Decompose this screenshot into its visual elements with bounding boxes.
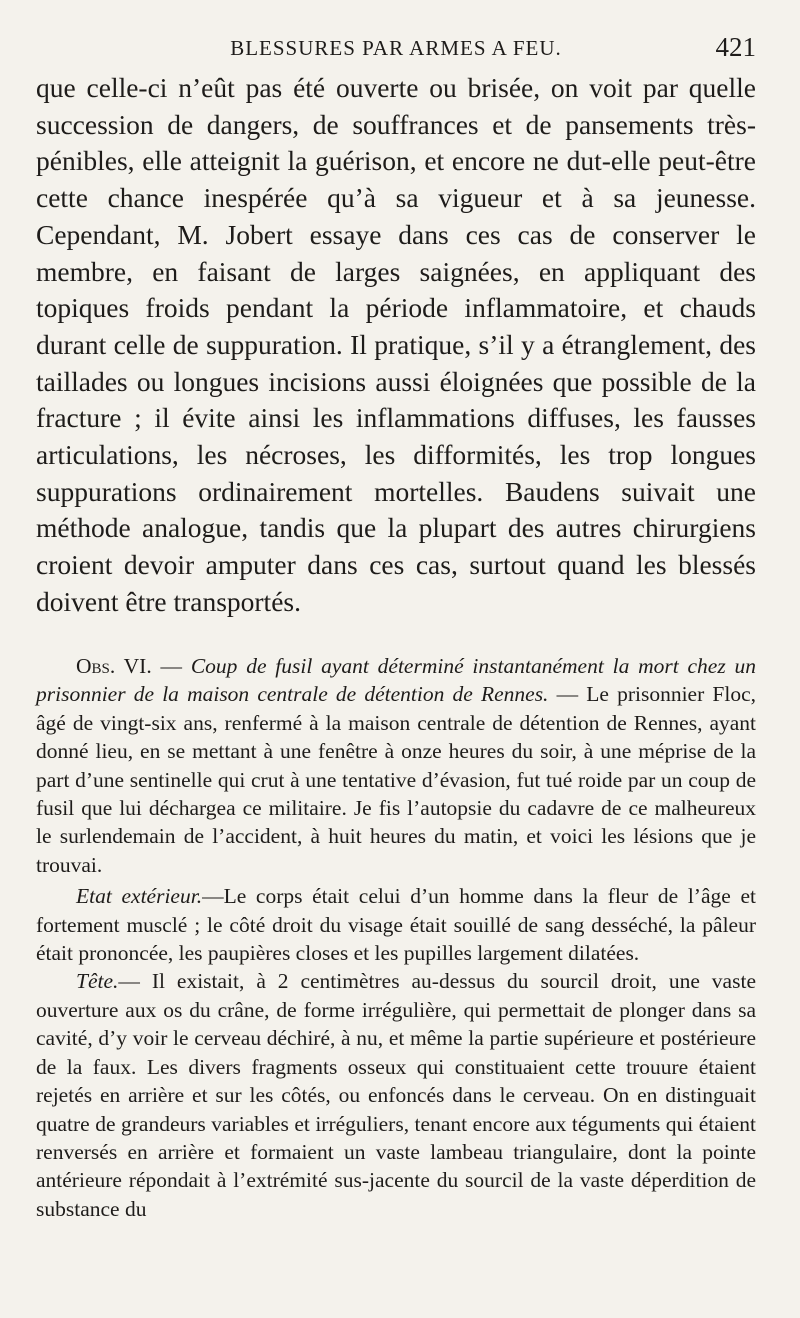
etat-exterieur-paragraph [36,882,756,967]
observation-paragraph [36,652,756,879]
tete-label: Tête. [76,969,119,994]
paragraph-continuation: que celle-ci n’eût pas été ouverte ou brisée, on voit par quelle succession de dangers, de souffrances et de pansements très-pénibles, elle atteignit la guérison, et encore ne dut-elle peut-être cette chance inespérée qu’à sa vigueur et à sa jeunesse. Cependant, M. Jobert essaye dans ces cas de conserver le membre, en faisant de larges saignées, en appliquant des topiques froids pendant la période inflammatoire, et chauds durant celle de suppuration. Il pratique, s’il y a étranglement, des taillades ou longues incisions aussi éloignées que possible de la fracture ; il évite ainsi les inflammations diffuses, les fausses articulations, les nécroses, les difformités, les trop longues suppurations ordinairement mortelles. Baudens suivait une méthode analogue, tandis que la plupart des autres chirurgiens croient devoir amputer dans ces cas, surtout quand les blessés doivent être transportés. [36,72,756,617]
observation-heading-end: — [548,682,579,707]
tete-text: — Il existait, à 2 centimètres au-dessus du sourcil droit, une vaste ouverture aux os du crâne, de forme irrégulière, qui permettait de plonger dans sa cavité, d’y voir le cerveau déchiré, à nu, et même la partie supérieure et postérieure de la faux. Les divers fragments osseux qui constituaient cette trouure étaient rejetés en arrière et sur les côtés, ou enfoncés dans le cerveau. On en distinguait quatre de grandeurs variables et irréguliers, tenant encore aux téguments qui étaient renversés en arrière et formaient un vaste lambeau triangulaire, dont la pointe antérieure répondait à l’extrémité sus-jacente du sourcil de la vaste déperdition de substance du [36,969,756,1221]
observation-heading: Coup de fusil ayant déterminé instantanément la mort chez un prisonnier de la maison centrale de détention de Rennes. [36,654,757,707]
main-text [36,70,756,621]
observation-dash: — [151,654,191,678]
page-header [36,32,756,66]
observation-text: Le prisonnier Floc, âgé de vingt-six ans, renfermé à la maison centrale de détention de Rennes, ayant donné lieu, en se mettant à une fenêtre à onze heures du soir, à une méprise de la part d’une sentinelle qui crut à une tentative d’évasion, fut tué roide par un coup de fusil que lui déchargea ce militaire. Je fis l’autopsie du cadavre de ce malheureux le surlendemain de l’accident, à huit heures du matin, et voici les lésions que je trouvai. [36,682,757,877]
observation-label: Obs. VI. [76,654,152,678]
tete-paragraph [36,967,756,1223]
running-title: BLESSURES PAR ARMES A FEU. [230,36,562,60]
page-number: 421 [715,32,756,62]
etat-exterieur-text: —Le corps était celui d’un homme dans la fleur de l’âge et fortement musclé ; le côté droit du visage était souillé de sang desséché, la pâleur était prononcée, les paupières closes et les pupilles largement dilatées. [36,884,756,966]
observation-section [36,652,756,1223]
etat-exterieur-label: Etat extérieur. [76,884,203,909]
